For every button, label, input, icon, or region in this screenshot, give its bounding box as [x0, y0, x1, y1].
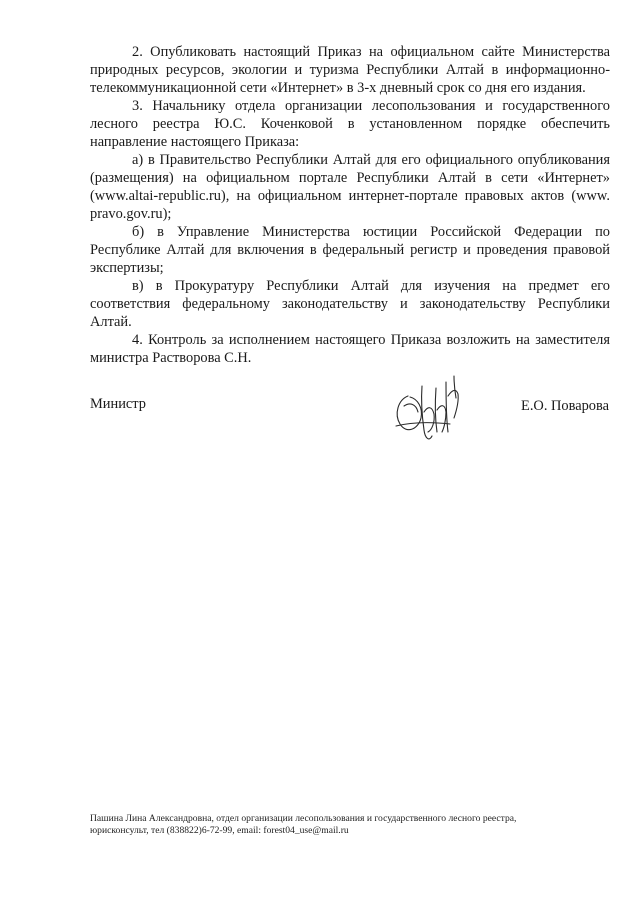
paragraph-3a: а) в Правительство Республики Алтай для его официального опубликования (размещения) на официальном портале Республики Алтай в сети «Интернет» (www.altai-republic.ru), на официальном интернет-портале правовых актов (www. pravo.gov.ru);	[90, 152, 610, 222]
signatory-title: Министр	[90, 396, 146, 412]
paragraph-2: 2. Опубликовать настоящий Приказ на официальном сайте Министерства природных ресурсов, экологии и туризма Республики Алтай в информационно-телекоммуникационной сети «Интернет» в 3-х дневный срок со дня его издания.	[90, 44, 610, 96]
paragraph-3b: б) в Управление Министерства юстиции Российской Федерации по Республике Алтай для включения в федеральный регистр и проведения правовой экспертизы;	[90, 224, 610, 276]
footnote-line-2: юрисконсульт, тел (838822)6-72-99, email: forest04_use@mail.ru	[90, 825, 349, 836]
handwritten-signature	[388, 366, 470, 446]
paragraph-3v: в) в Прокуратуру Республики Алтай для изучения на предмет его соответствия федеральному законодательству и законодательству Республики Алтай.	[90, 278, 610, 330]
document-body	[90, 43, 610, 367]
executor-footnote	[90, 813, 610, 837]
paragraph-3: 3. Начальнику отдела организации лесопользования и государственного лесного реестра Ю.С. Коченковой в установленном порядке обеспечить направление настоящего Приказа:	[90, 98, 610, 150]
paragraph-4: 4. Контроль за исполнением настоящего Приказа возложить на заместителя министра Растворова С.Н.	[90, 332, 610, 366]
footnote-line-1: Пашина Лина Александровна, отдел организации лесопользования и государственного лесного реестра,	[90, 813, 517, 824]
signatory-name: Е.О. Поварова	[521, 398, 609, 414]
